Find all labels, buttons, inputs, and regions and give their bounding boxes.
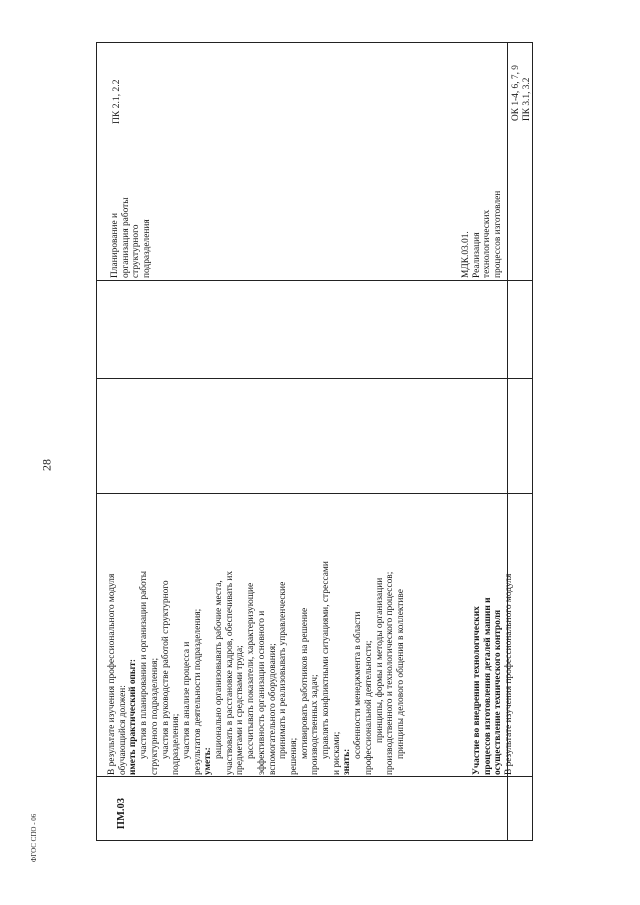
content-line: В результате изучения профессионального модуля bbox=[107, 573, 117, 775]
content-line: особенности менеджмента в области bbox=[353, 611, 364, 759]
content-line: эффективность организации основного и bbox=[256, 610, 267, 775]
section-heading-line: иметь практический опыт: bbox=[128, 659, 139, 775]
competencies-next-line: ПК 3.1, 3.2 bbox=[521, 77, 532, 121]
mdk-next-line: Реализация bbox=[471, 232, 482, 278]
content-line: результатов деятельности подразделения; bbox=[192, 608, 203, 775]
content-line: обучающийся должен: bbox=[117, 685, 128, 775]
mdk-next-line: процессов изготовлен bbox=[493, 190, 504, 278]
pm03-title-line: Участие во внедрении технологических bbox=[472, 606, 482, 775]
pm03-title-line: осуществление технического контроля bbox=[493, 609, 504, 775]
table-divider-4 bbox=[96, 776, 533, 777]
pm03-intro-line: В результате изучения профессионального модуля bbox=[504, 573, 515, 775]
mdk-prev-line: организация работы bbox=[120, 197, 131, 278]
content-line: рассчитывать показатели, характеризующие bbox=[246, 582, 257, 759]
content-line: структурного подразделения; bbox=[149, 657, 160, 775]
content-line: профессиональной деятельности; bbox=[363, 640, 374, 775]
content-line: мотивировать работников на решение bbox=[299, 607, 310, 759]
content-line: участия в анализе процесса и bbox=[181, 641, 192, 759]
content-line: принимать и реализовывать управленческие bbox=[278, 581, 289, 759]
table-divider-2 bbox=[96, 378, 533, 379]
content-line: принципы, формы и методы организации bbox=[374, 577, 385, 743]
content-line: участвовать в расстановке кадров, обеспечивать их bbox=[224, 570, 235, 775]
table-divider-1 bbox=[96, 280, 533, 281]
mdk-prev-line: структурного bbox=[131, 224, 142, 278]
mdk-prev-block bbox=[110, 138, 153, 278]
content-line: вспомогательного оборудования; bbox=[267, 643, 278, 775]
content-line: рационально организовывать рабочие места, bbox=[214, 580, 225, 759]
table-border-right bbox=[532, 42, 533, 840]
table-border-bottom bbox=[96, 840, 533, 841]
section-heading-line: знать: bbox=[342, 748, 353, 775]
mdk-next-line: МДК.03.01. bbox=[461, 231, 471, 278]
mdk-next-line: технологических bbox=[482, 209, 493, 278]
content-line: предметами и средствами труда; bbox=[235, 645, 246, 775]
mdk-next-block bbox=[461, 158, 504, 278]
footer-code: ФГОС СПО - 06 bbox=[30, 813, 38, 863]
content-line: решения; bbox=[288, 737, 299, 775]
table-border-left bbox=[96, 42, 97, 840]
competencies-next-line: ОК 1-4, 6, 7, 9 bbox=[511, 65, 521, 121]
module-content-block bbox=[107, 497, 407, 775]
content-line: производственных задач; bbox=[310, 674, 321, 775]
table-divider-3 bbox=[96, 493, 533, 494]
competencies-next-block bbox=[511, 31, 532, 121]
pm03-title-block bbox=[472, 495, 515, 775]
content-line: участия в руководстве работой структурного bbox=[160, 580, 171, 759]
section-heading-line: уметь: bbox=[203, 747, 214, 775]
module-code-pm03: ПМ.03 bbox=[116, 798, 127, 830]
content-line: производственного и технологического процессов; bbox=[385, 571, 396, 775]
page-number: 28 bbox=[39, 459, 54, 471]
table-border-top bbox=[96, 42, 533, 43]
content-line: принципы делового общения в коллективе bbox=[395, 589, 406, 759]
content-line: управлять конфликтными ситуациями, стрессами bbox=[321, 561, 332, 759]
mdk-prev-line: Планирование и bbox=[110, 212, 120, 278]
mdk-prev-line: подразделения bbox=[142, 219, 153, 278]
content-line: участия в планировании и организации работы bbox=[139, 570, 150, 759]
competencies-prev: ПК 2.1, 2.2 bbox=[111, 79, 122, 124]
content-line: и рисками; bbox=[331, 731, 342, 775]
content-line: подразделения; bbox=[171, 713, 182, 775]
pm03-title-line: процессов изготовления деталей машин и bbox=[482, 597, 493, 775]
